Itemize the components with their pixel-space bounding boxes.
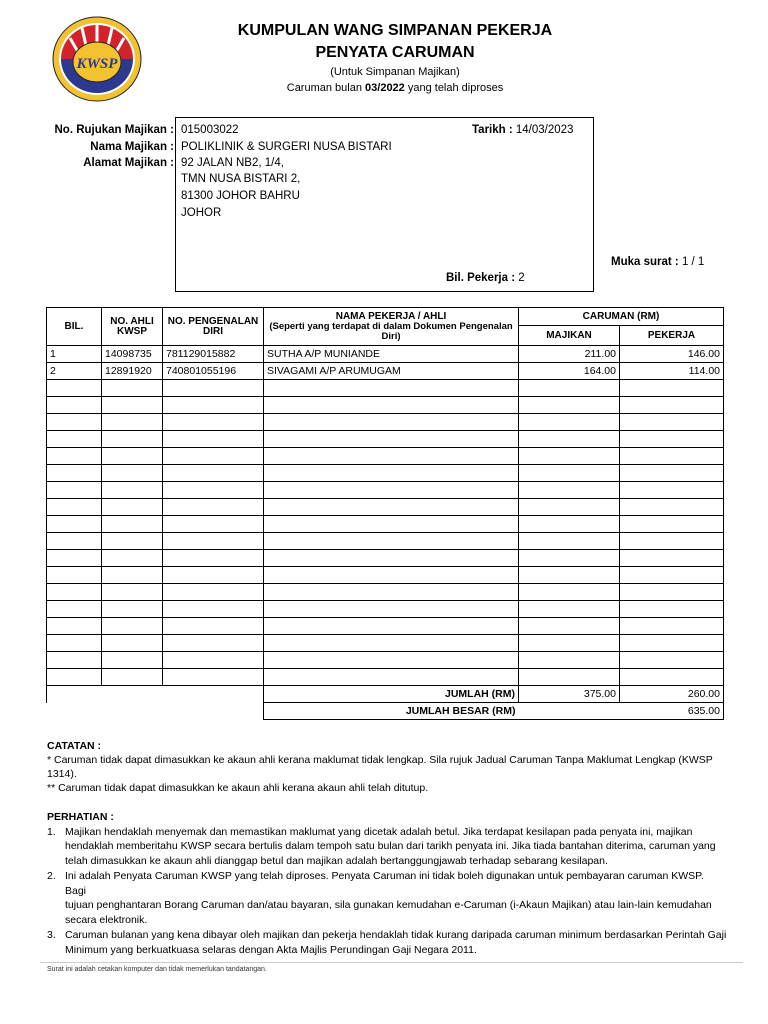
table-row bbox=[47, 397, 724, 414]
jumlah-besar-label: JUMLAH BESAR (RM) bbox=[264, 703, 519, 720]
table-row bbox=[47, 346, 724, 363]
cell-majikan bbox=[519, 584, 620, 601]
contribution-period: Caruman bulan 03/2022 yang telah diproses bbox=[286, 82, 504, 94]
cell-pekerja bbox=[620, 499, 724, 516]
cell-bil bbox=[47, 448, 102, 465]
table-row bbox=[47, 431, 724, 448]
cell-ahli bbox=[102, 669, 163, 686]
cell-ahli bbox=[102, 635, 163, 652]
table-row bbox=[47, 414, 724, 431]
cell-majikan bbox=[519, 669, 620, 686]
table-row bbox=[47, 448, 724, 465]
cell-pekerja bbox=[620, 414, 724, 431]
cell-majikan bbox=[519, 567, 620, 584]
cell-ahli bbox=[102, 448, 163, 465]
item-line: tujuan penghantaran Borang Caruman dan/atau bayaran, sila gunakan kemudahan e-Caruman (i-Akaun Majikan) atau lain-lain kemudahan bbox=[65, 899, 712, 911]
document-subtitle: (Untuk Simpanan Majikan) bbox=[330, 66, 460, 78]
item-line: hendaklah memberitahu KWSP secara bertulis dalam tempoh satu bulan dari tarikh penyata ini. Jika tiada bantahan diterima, caruman yang bbox=[65, 840, 716, 852]
cell-bil: 2 bbox=[47, 363, 102, 380]
header-caruman: CARUMAN (RM) bbox=[519, 308, 724, 326]
cell-majikan bbox=[519, 601, 620, 618]
cell-bil bbox=[47, 465, 102, 482]
header-no-pengenalan: NO. PENGENALAN DIRI bbox=[163, 308, 264, 346]
cell-nama bbox=[264, 635, 519, 652]
table-row bbox=[47, 363, 724, 380]
cell-ahli bbox=[102, 584, 163, 601]
item-line: secara elektronik. bbox=[65, 913, 148, 926]
cell-pekerja: 114.00 bbox=[620, 363, 724, 380]
cell-ic bbox=[163, 550, 264, 567]
table-row bbox=[47, 516, 724, 533]
cell-majikan bbox=[519, 448, 620, 465]
cell-ic bbox=[163, 618, 264, 635]
cell-pekerja bbox=[620, 652, 724, 669]
jumlah-besar-spacer bbox=[519, 703, 620, 720]
cell-ic bbox=[163, 601, 264, 618]
cell-ahli bbox=[102, 550, 163, 567]
cell-nama bbox=[264, 448, 519, 465]
address-line: JOHOR bbox=[181, 207, 222, 219]
cell-ahli: 12891920 bbox=[102, 363, 163, 380]
table-row bbox=[47, 567, 724, 584]
cell-pekerja bbox=[620, 431, 724, 448]
table-row bbox=[47, 584, 724, 601]
cell-pekerja bbox=[620, 584, 724, 601]
cell-nama bbox=[264, 397, 519, 414]
header-nama: NAMA PEKERJA / AHLI (Seperti yang terdapat di dalam Dokumen Pengenalan Diri) bbox=[264, 308, 519, 346]
cell-majikan bbox=[519, 499, 620, 516]
document-title: PENYATA CARUMAN bbox=[315, 44, 475, 61]
cell-nama bbox=[264, 431, 519, 448]
catatan-section bbox=[47, 739, 713, 795]
cell-majikan bbox=[519, 431, 620, 448]
header-pekerja: PEKERJA bbox=[620, 326, 724, 346]
cell-nama bbox=[264, 652, 519, 669]
cell-bil bbox=[47, 618, 102, 635]
cell-majikan: 164.00 bbox=[519, 363, 620, 380]
cell-ahli bbox=[102, 618, 163, 635]
cell-ahli bbox=[102, 567, 163, 584]
table-row bbox=[47, 601, 724, 618]
cell-pekerja bbox=[620, 533, 724, 550]
cell-majikan bbox=[519, 618, 620, 635]
cell-bil bbox=[47, 652, 102, 669]
address-line: 81300 JOHOR BAHRU bbox=[181, 190, 300, 202]
cell-nama bbox=[264, 584, 519, 601]
cell-ic bbox=[163, 482, 264, 499]
cell-bil bbox=[47, 499, 102, 516]
table-row bbox=[47, 669, 724, 686]
catatan-line: 1314). bbox=[47, 768, 77, 780]
cell-bil bbox=[47, 380, 102, 397]
table-row bbox=[47, 618, 724, 635]
cell-ic bbox=[163, 652, 264, 669]
item-number: 2. bbox=[47, 870, 56, 882]
cell-ic bbox=[163, 397, 264, 414]
table-row bbox=[47, 482, 724, 499]
footer-note: Surat ini adalah cetakan komputer dan tidak memerlukan tandatangan. bbox=[47, 966, 267, 973]
cell-nama bbox=[264, 465, 519, 482]
cell-bil bbox=[47, 482, 102, 499]
cell-ic bbox=[163, 533, 264, 550]
cell-pekerja bbox=[620, 550, 724, 567]
header-bil: BIL. bbox=[47, 308, 102, 346]
ref-value: 015003022 bbox=[181, 124, 239, 136]
cell-ahli bbox=[102, 414, 163, 431]
cell-majikan bbox=[519, 414, 620, 431]
cell-nama bbox=[264, 567, 519, 584]
cell-majikan bbox=[519, 482, 620, 499]
table-row bbox=[47, 635, 724, 652]
item-line: Ini adalah Penyata Caruman KWSP yang telah diproses. Penyata Caruman ini tidak boleh digunakan untuk pembayaran caruman KWSP. Bagi bbox=[65, 870, 704, 897]
address-label: Alamat Majikan : bbox=[83, 157, 174, 169]
cell-majikan bbox=[519, 550, 620, 567]
footer-divider bbox=[40, 962, 743, 963]
catatan-title: CATATAN : bbox=[47, 740, 102, 752]
cell-pekerja bbox=[620, 567, 724, 584]
table-row bbox=[47, 533, 724, 550]
cell-bil bbox=[47, 584, 102, 601]
perhatian-section bbox=[47, 810, 727, 958]
name-value: POLIKLINIK & SURGERI NUSA BISTARI bbox=[181, 141, 392, 153]
cell-ic bbox=[163, 465, 264, 482]
address-line: 92 JALAN NB2, 1/4, bbox=[181, 157, 284, 169]
table-row bbox=[47, 652, 724, 669]
cell-majikan bbox=[519, 635, 620, 652]
cell-ahli bbox=[102, 652, 163, 669]
cell-pekerja bbox=[620, 448, 724, 465]
cell-bil bbox=[47, 533, 102, 550]
cell-majikan bbox=[519, 380, 620, 397]
cell-ic bbox=[163, 635, 264, 652]
cell-bil bbox=[47, 397, 102, 414]
cell-bil bbox=[47, 516, 102, 533]
cell-ic bbox=[163, 414, 264, 431]
item-number: 1. bbox=[47, 825, 56, 838]
cell-ic bbox=[163, 499, 264, 516]
cell-ic: 781129015882 bbox=[163, 346, 264, 363]
cell-bil bbox=[47, 669, 102, 686]
cell-ic: 740801055196 bbox=[163, 363, 264, 380]
cell-ic bbox=[163, 567, 264, 584]
jumlah-majikan: 375.00 bbox=[519, 686, 620, 703]
total-row bbox=[47, 686, 724, 703]
date-field: Tarikh : 14/03/2023 bbox=[472, 124, 574, 136]
cell-nama bbox=[264, 414, 519, 431]
cell-ic bbox=[163, 431, 264, 448]
cell-nama bbox=[264, 516, 519, 533]
cell-ahli bbox=[102, 482, 163, 499]
perhatian-title: PERHATIAN : bbox=[47, 811, 114, 823]
cell-ahli bbox=[102, 380, 163, 397]
item-number: 3. bbox=[47, 929, 56, 941]
logo-text: KWSP bbox=[76, 56, 118, 72]
cell-ic bbox=[163, 584, 264, 601]
contribution-table bbox=[46, 307, 724, 720]
cell-ahli bbox=[102, 499, 163, 516]
cell-pekerja bbox=[620, 635, 724, 652]
table-row bbox=[47, 465, 724, 482]
cell-ic bbox=[163, 669, 264, 686]
cell-nama bbox=[264, 380, 519, 397]
table-row bbox=[47, 380, 724, 397]
perhatian-item bbox=[47, 928, 727, 957]
cell-pekerja bbox=[620, 482, 724, 499]
cell-majikan: 211.00 bbox=[519, 346, 620, 363]
cell-ahli bbox=[102, 601, 163, 618]
page-number: Muka surat : 1 / 1 bbox=[611, 256, 705, 268]
cell-nama bbox=[264, 499, 519, 516]
header-no-ahli: NO. AHLI KWSP bbox=[102, 308, 163, 346]
cell-majikan bbox=[519, 397, 620, 414]
org-name: KUMPULAN WANG SIMPANAN PEKERJA bbox=[237, 22, 553, 39]
cell-majikan bbox=[519, 465, 620, 482]
cell-nama bbox=[264, 669, 519, 686]
cell-majikan bbox=[519, 516, 620, 533]
cell-majikan bbox=[519, 533, 620, 550]
jumlah-besar-value: 635.00 bbox=[620, 703, 724, 720]
cell-majikan bbox=[519, 652, 620, 669]
jumlah-label: JUMLAH (RM) bbox=[264, 686, 519, 703]
cell-ahli bbox=[102, 533, 163, 550]
name-label: Nama Majikan : bbox=[90, 141, 174, 153]
grand-total-row bbox=[47, 703, 724, 720]
cell-pekerja bbox=[620, 516, 724, 533]
cell-pekerja: 146.00 bbox=[620, 346, 724, 363]
cell-bil bbox=[47, 567, 102, 584]
cell-bil bbox=[47, 550, 102, 567]
cell-ahli: 14098735 bbox=[102, 346, 163, 363]
cell-nama: SUTHA A/P MUNIANDE bbox=[264, 346, 519, 363]
item-line: telah dimasukkan ke akaun ahli dianggap betul dan majikan adalah bertanggungjawab terhadap sebarang kesilapan. bbox=[65, 854, 608, 867]
cell-pekerja bbox=[620, 397, 724, 414]
catatan-line: * Caruman tidak dapat dimasukkan ke akaun ahli kerana maklumat tidak lengkap. Sila rujuk Jadual Caruman Tanpa Maklumat Lengkap (KWSP bbox=[47, 754, 713, 766]
cell-ic bbox=[163, 380, 264, 397]
item-line: Majikan hendaklah menyemak dan memastikan maklumat yang dicetak adalah betul. Jika terdapat kesilapan pada penyata ini, majikan bbox=[65, 825, 693, 838]
cell-ahli bbox=[102, 516, 163, 533]
cell-bil bbox=[47, 635, 102, 652]
cell-pekerja bbox=[620, 380, 724, 397]
header-majikan: MAJIKAN bbox=[519, 326, 620, 346]
cell-ahli bbox=[102, 397, 163, 414]
cell-bil bbox=[47, 601, 102, 618]
cell-nama bbox=[264, 618, 519, 635]
item-line: Caruman bulanan yang kena dibayar oleh majikan dan pekerja hendaklah tidak kurang daripada caruman minimum berdasarkan Perintah Gaji bbox=[65, 929, 727, 941]
cell-pekerja bbox=[620, 601, 724, 618]
perhatian-item bbox=[47, 869, 727, 927]
cell-nama bbox=[264, 550, 519, 567]
table-row bbox=[47, 499, 724, 516]
cell-ic bbox=[163, 448, 264, 465]
cell-pekerja bbox=[620, 618, 724, 635]
address-line: TMN NUSA BISTARI 2, bbox=[181, 173, 301, 185]
cell-pekerja bbox=[620, 465, 724, 482]
catatan-line: ** Caruman tidak dapat dimasukkan ke akaun ahli kerana akaun ahli telah ditutup. bbox=[47, 782, 429, 794]
cell-nama: SIVAGAMI A/P ARUMUGAM bbox=[264, 363, 519, 380]
item-line: Minimum yang berkuatkuasa selaras dengan Akta Majlis Perundingan Gaji Negara 2011. bbox=[65, 943, 477, 956]
cell-ahli bbox=[102, 431, 163, 448]
cell-nama bbox=[264, 482, 519, 499]
cell-ic bbox=[163, 516, 264, 533]
ref-label: No. Rujukan Majikan : bbox=[54, 124, 174, 136]
cell-ahli bbox=[102, 465, 163, 482]
worker-count: Bil. Pekerja : 2 bbox=[446, 272, 525, 284]
cell-bil: 1 bbox=[47, 346, 102, 363]
cell-nama bbox=[264, 601, 519, 618]
perhatian-item bbox=[47, 825, 727, 869]
cell-pekerja bbox=[620, 669, 724, 686]
table-row bbox=[47, 550, 724, 567]
cell-nama bbox=[264, 533, 519, 550]
jumlah-pekerja: 260.00 bbox=[620, 686, 724, 703]
cell-bil bbox=[47, 431, 102, 448]
cell-bil bbox=[47, 414, 102, 431]
